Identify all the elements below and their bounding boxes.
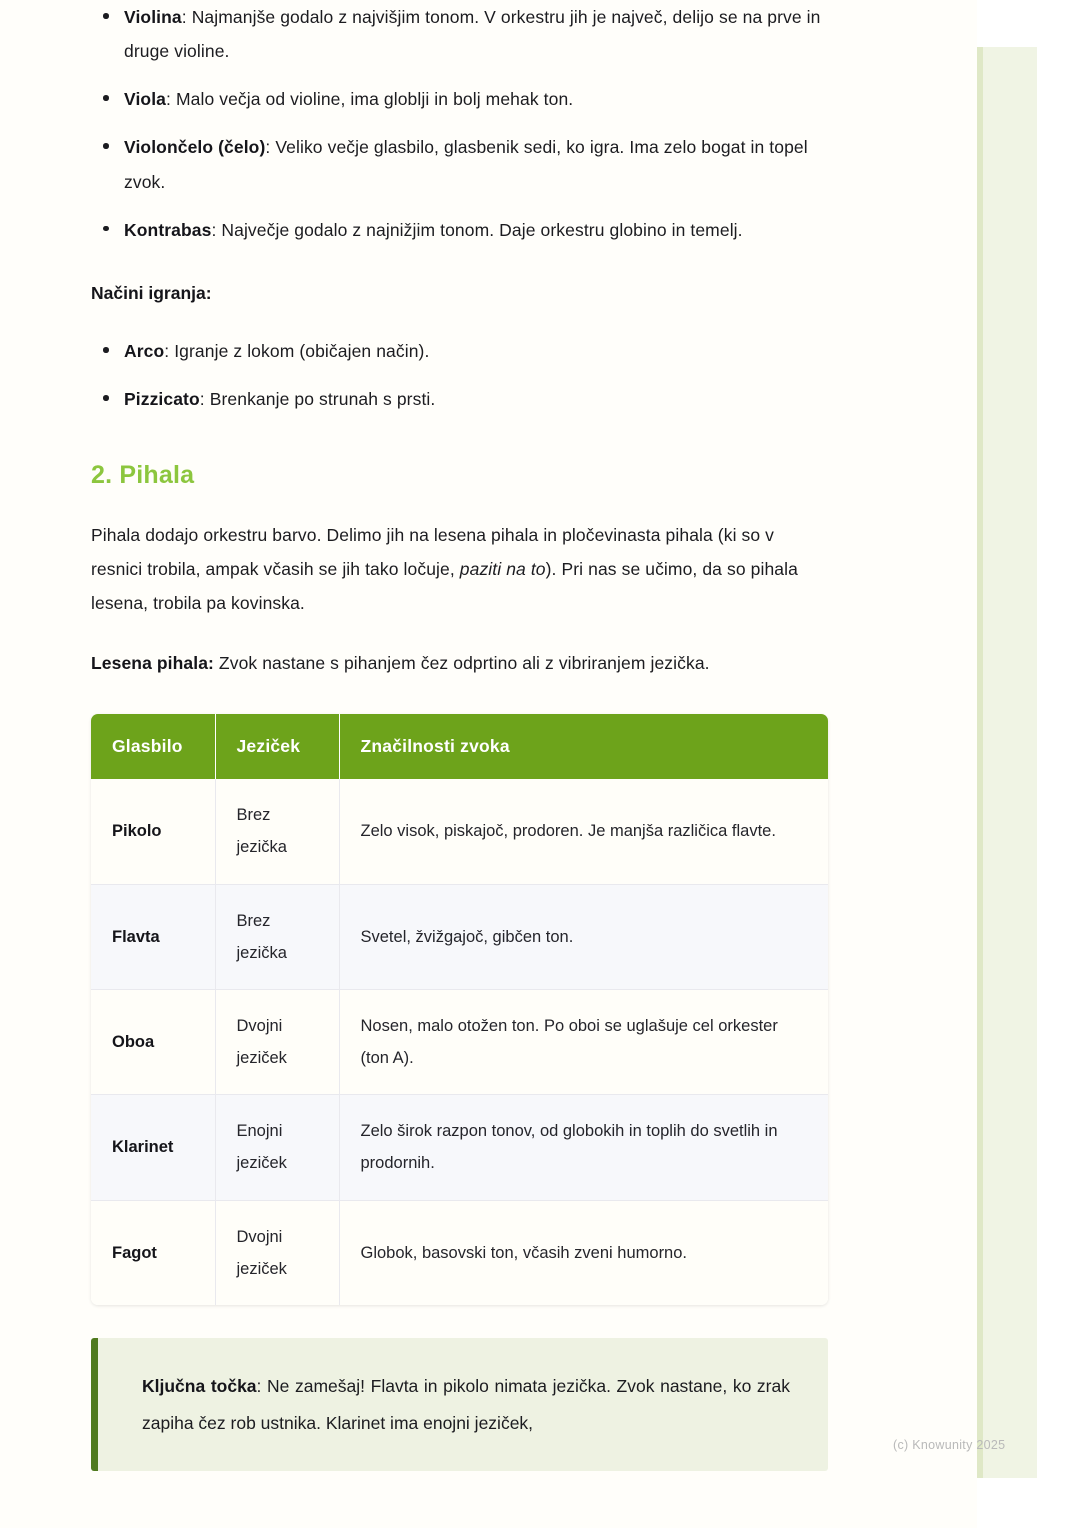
winds-intro-part1: Pihala dodajo orkestru barvo. Delimo jih na lesena pihala in pločevinasta pihala (ki so v resnici trobila, ampak včasih se jih tako ločuje, xyxy=(91,524,775,579)
table-row xyxy=(91,1095,828,1200)
table-header-row xyxy=(91,714,828,779)
page-title: 2. Pihala xyxy=(91,461,195,490)
list-item-term: Kontrabas xyxy=(124,219,212,240)
cell-glasbilo: Flavta xyxy=(91,884,215,989)
callout-text: : Ne zamešaj! Flavta in pikolo nimata jezička. Zvok nastane, ko zrak zapiha čez rob ustnika. Klarinet ima enojni jeziček, xyxy=(142,1375,790,1433)
winds-intro-paragraph xyxy=(91,518,828,620)
list-item xyxy=(91,382,828,416)
woodwind-table xyxy=(91,714,828,1305)
cell-znacilnosti: Svetel, žvižgajoč, gibčen ton. xyxy=(339,884,828,989)
woodwind-paragraph xyxy=(91,646,828,680)
list-item-term: Viola xyxy=(124,89,167,110)
column-header-jezicek: Jeziček xyxy=(215,714,339,779)
woodwind-label: Lesena pihala: xyxy=(91,653,214,674)
table-header xyxy=(91,714,828,779)
list-item-description: : Malo večja od violine, ima globlji in bolj mehak ton. xyxy=(166,89,574,110)
list-item xyxy=(91,0,828,68)
cell-jezicek: Dvojni jeziček xyxy=(215,1200,339,1305)
list-item xyxy=(91,130,828,198)
side-decoration-panel xyxy=(977,47,1037,1478)
cell-glasbilo: Fagot xyxy=(91,1200,215,1305)
cell-znacilnosti: Globok, basovski ton, včasih zveni humorno. xyxy=(339,1200,828,1305)
cell-jezicek: Dvojni jeziček xyxy=(215,989,339,1094)
playing-styles-label: Načini igranja: xyxy=(91,282,212,303)
cell-jezicek: Enojni jeziček xyxy=(215,1095,339,1200)
list-item xyxy=(91,213,828,247)
callout-label: Ključna točka xyxy=(142,1375,257,1396)
playing-styles-list xyxy=(91,334,828,416)
string-instruments-list xyxy=(91,0,828,247)
list-item-description: : Brenkanje po strunah s prsti. xyxy=(199,389,436,410)
list-item-term: Arco xyxy=(124,341,165,361)
cell-glasbilo: Pikolo xyxy=(91,779,215,884)
table-row xyxy=(91,1200,828,1305)
cell-znacilnosti: Zelo visok, piskajoč, prodoren. Je manjša različica flavte. xyxy=(339,779,828,884)
list-item-description: : Igranje z lokom (običajen način). xyxy=(164,341,430,361)
key-point-callout xyxy=(91,1338,828,1472)
column-header-znacilnosti: Značilnosti zvoka xyxy=(339,714,828,779)
woodwind-text: Zvok nastane s pihanjem čez odprtino ali z vibriranjem jezička. xyxy=(213,653,710,674)
list-item-description: : Veliko večje glasbilo, glasbenik sedi, ko igra. Ima zelo bogat in topel zvok. xyxy=(124,137,808,192)
list-item-term: Violina xyxy=(124,7,182,27)
list-item-description: : Najmanjše godalo z najvišjim tonom. V orkestru jih je največ, delijo se na prve in druge violine. xyxy=(124,7,821,62)
table-row xyxy=(91,884,828,989)
cell-znacilnosti: Zelo širok razpon tonov, od globokih in toplih do svetlih in prodornih. xyxy=(339,1095,828,1200)
table-body xyxy=(91,779,828,1305)
woodwind-table-container xyxy=(91,714,828,1305)
list-item-description: : Največje godalo z najnižjim tonom. Daje orkestru globino in temelj. xyxy=(211,219,743,240)
cell-glasbilo: Klarinet xyxy=(91,1095,215,1200)
cell-glasbilo: Oboa xyxy=(91,989,215,1094)
table-row xyxy=(91,779,828,884)
callout-paragraph xyxy=(142,1368,790,1442)
document-content xyxy=(91,0,828,1471)
winds-intro-part2: ). Pri nas se učimo, da so pihala lesena, trobila pa kovinska. xyxy=(91,558,798,613)
list-item-term: Pizzicato xyxy=(124,389,200,410)
list-item xyxy=(91,334,828,368)
column-header-glasbilo: Glasbilo xyxy=(91,714,215,779)
copyright-watermark: (c) Knowunity 2025 xyxy=(893,1438,1006,1452)
list-item xyxy=(91,82,828,116)
winds-intro-emphasis: paziti na to xyxy=(459,558,546,579)
table-row xyxy=(91,989,828,1094)
cell-jezicek: Brez jezička xyxy=(215,779,339,884)
cell-jezicek: Brez jezička xyxy=(215,884,339,989)
cell-znacilnosti: Nosen, malo otožen ton. Po oboi se uglašuje cel orkester (ton A). xyxy=(339,989,828,1094)
list-item-term: Violončelo (čelo) xyxy=(124,137,266,158)
